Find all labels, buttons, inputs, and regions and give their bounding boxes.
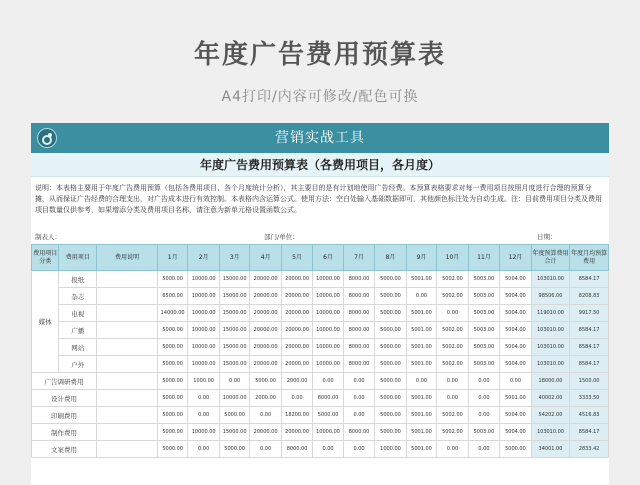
month-cell[interactable]: 5000.00: [375, 339, 406, 356]
avg-cell[interactable]: 8584.17: [570, 424, 609, 441]
month-cell[interactable]: 8000.00: [343, 271, 374, 288]
avg-cell[interactable]: 4516.83: [570, 407, 609, 424]
month-cell[interactable]: 5002.00: [437, 424, 468, 441]
month-cell[interactable]: 20000.00: [250, 424, 281, 441]
month-cell[interactable]: 5000.00: [219, 407, 249, 424]
month-cell[interactable]: 15000.00: [219, 288, 249, 305]
table-row: [32, 424, 609, 441]
banner-text: 营销实战工具: [275, 130, 365, 146]
month-cell[interactable]: 5001.00: [406, 339, 436, 356]
month-cell[interactable]: 5004.00: [500, 322, 531, 339]
table-row: [32, 390, 609, 407]
month-cell[interactable]: 8000.00: [343, 305, 374, 322]
month-cell[interactable]: 10000.00: [188, 288, 219, 305]
month-cell[interactable]: 10000.00: [219, 390, 249, 407]
header-cell: 1月: [157, 245, 187, 271]
desc-cell[interactable]: [97, 373, 158, 390]
total-cell[interactable]: 103010.00: [531, 339, 570, 356]
month-cell[interactable]: 5002.00: [437, 271, 468, 288]
month-cell[interactable]: 5004.00: [500, 288, 531, 305]
header-cell: 年度预算费用合计: [531, 245, 570, 271]
month-cell[interactable]: 5000.00: [375, 424, 406, 441]
category-cell[interactable]: 广告调研费用: [32, 373, 97, 390]
month-cell[interactable]: 5000.00: [375, 322, 406, 339]
total-cell[interactable]: 103010.00: [531, 271, 570, 288]
table-row: [32, 356, 609, 373]
month-cell[interactable]: 5002.00: [437, 356, 468, 373]
item-cell[interactable]: 电视: [59, 305, 97, 322]
avg-cell[interactable]: 8208.83: [570, 288, 609, 305]
month-cell[interactable]: 0.00: [468, 441, 499, 458]
month-cell[interactable]: 2000.00: [250, 390, 281, 407]
month-cell[interactable]: 5000.00: [157, 322, 187, 339]
dept-label: 部门/单位：: [264, 233, 299, 241]
month-cell[interactable]: 0.00: [468, 390, 499, 407]
desc-cell[interactable]: [97, 305, 158, 322]
month-cell[interactable]: 20000.00: [250, 356, 281, 373]
header-cell: 10月: [437, 245, 468, 271]
avg-cell[interactable]: 8584.17: [570, 322, 609, 339]
month-cell[interactable]: 5002.00: [437, 288, 468, 305]
table-row: [32, 407, 609, 424]
month-cell[interactable]: 5004.00: [500, 424, 531, 441]
category-cell[interactable]: 媒体: [32, 271, 59, 373]
total-cell[interactable]: 40002.00: [531, 390, 570, 407]
category-cell[interactable]: 设计费用: [32, 390, 97, 407]
month-cell[interactable]: 5001.00: [406, 390, 436, 407]
month-cell[interactable]: 0.00: [437, 390, 468, 407]
month-cell[interactable]: 5001.00: [406, 356, 436, 373]
desc-cell[interactable]: [97, 322, 158, 339]
header-cell: 年度月均预算费用: [570, 245, 609, 271]
month-cell[interactable]: 5000.00: [157, 390, 187, 407]
maker-label: 制表人：: [35, 233, 61, 241]
month-cell[interactable]: 5000.00: [375, 373, 406, 390]
month-cell[interactable]: 0.00: [313, 373, 343, 390]
month-cell[interactable]: 18200.00: [281, 407, 312, 424]
table-row: [32, 441, 609, 458]
month-cell[interactable]: 0.00: [343, 441, 374, 458]
month-cell[interactable]: 20000.00: [281, 322, 312, 339]
month-cell[interactable]: 0.00: [219, 373, 249, 390]
month-cell[interactable]: 5003.00: [468, 339, 499, 356]
month-cell[interactable]: 0.00: [468, 407, 499, 424]
month-cell[interactable]: 0.00: [468, 373, 499, 390]
month-cell[interactable]: 20000.00: [250, 339, 281, 356]
month-cell[interactable]: 5003.00: [468, 322, 499, 339]
month-cell[interactable]: 10000.00: [313, 271, 343, 288]
month-cell[interactable]: 5000.00: [157, 424, 187, 441]
header-cell: 2月: [188, 245, 219, 271]
month-cell[interactable]: 5000.00: [157, 373, 187, 390]
header-cell: 11月: [468, 245, 499, 271]
month-cell[interactable]: 20000.00: [250, 322, 281, 339]
avg-cell[interactable]: 8584.17: [570, 339, 609, 356]
month-cell[interactable]: 5003.00: [468, 288, 499, 305]
doc-title-bar: [31, 153, 609, 177]
total-cell[interactable]: 103010.00: [531, 356, 570, 373]
month-cell[interactable]: 5001.00: [406, 424, 436, 441]
total-cell[interactable]: 98506.00: [531, 288, 570, 305]
total-cell[interactable]: 18000.00: [531, 373, 570, 390]
month-cell[interactable]: 10000.00: [313, 356, 343, 373]
month-cell[interactable]: 8000.00: [343, 339, 374, 356]
meta-row: [31, 230, 609, 244]
month-cell[interactable]: 0.00: [343, 373, 374, 390]
month-cell[interactable]: 5001.00: [406, 441, 436, 458]
month-cell[interactable]: 5001.00: [406, 322, 436, 339]
desc-cell[interactable]: [97, 407, 158, 424]
avg-cell[interactable]: 9917.50: [570, 305, 609, 322]
month-cell[interactable]: 10000.00: [313, 288, 343, 305]
total-cell[interactable]: 34001.00: [531, 441, 570, 458]
month-cell[interactable]: 14000.00: [157, 305, 187, 322]
month-cell[interactable]: 5000.00: [157, 339, 187, 356]
month-cell[interactable]: 5001.00: [406, 407, 436, 424]
header-cell: 9月: [406, 245, 436, 271]
month-cell[interactable]: 5003.00: [468, 424, 499, 441]
month-cell[interactable]: 5000.00: [375, 288, 406, 305]
month-cell[interactable]: 10000.00: [188, 322, 219, 339]
month-cell[interactable]: 8000.00: [343, 356, 374, 373]
table-body: [32, 271, 609, 458]
month-cell[interactable]: 0.00: [188, 407, 219, 424]
desc-cell[interactable]: [97, 356, 158, 373]
category-cell[interactable]: 制作费用: [32, 424, 97, 441]
desc-cell[interactable]: [97, 271, 158, 288]
month-cell[interactable]: 5000.00: [375, 356, 406, 373]
header-cell: 6月: [313, 245, 343, 271]
month-cell[interactable]: 0.00: [500, 373, 531, 390]
month-cell[interactable]: 0.00: [437, 373, 468, 390]
avg-cell[interactable]: 8584.17: [570, 356, 609, 373]
month-cell[interactable]: 0.00: [406, 288, 436, 305]
month-cell[interactable]: 10000.00: [188, 271, 219, 288]
header-cell: 3月: [219, 245, 249, 271]
item-cell[interactable]: 广播: [59, 322, 97, 339]
month-cell[interactable]: 15000.00: [219, 356, 249, 373]
month-cell[interactable]: 15000.00: [219, 424, 249, 441]
month-cell[interactable]: 5003.00: [468, 356, 499, 373]
date-label: 日期：: [537, 233, 557, 241]
month-cell[interactable]: 0.00: [250, 441, 281, 458]
month-cell[interactable]: 5003.00: [468, 271, 499, 288]
month-cell[interactable]: 5001.00: [406, 305, 436, 322]
page-title: 年度广告费用预算表: [193, 40, 446, 70]
budget-table: [31, 244, 609, 458]
month-cell[interactable]: 0.00: [188, 390, 219, 407]
month-cell[interactable]: 10000.00: [313, 322, 343, 339]
month-cell[interactable]: 10000.00: [313, 339, 343, 356]
desc-cell[interactable]: [97, 339, 158, 356]
total-cell[interactable]: 54202.00: [531, 407, 570, 424]
table-header-row: [32, 245, 609, 271]
month-cell[interactable]: 5002.00: [437, 339, 468, 356]
month-cell[interactable]: 15000.00: [219, 271, 249, 288]
avg-cell[interactable]: 1500.00: [570, 373, 609, 390]
month-cell[interactable]: 20000.00: [250, 271, 281, 288]
month-cell[interactable]: 8000.00: [281, 441, 312, 458]
month-cell[interactable]: 5000.00: [250, 373, 281, 390]
month-cell[interactable]: 0.00: [437, 305, 468, 322]
month-cell[interactable]: 5000.00: [219, 441, 249, 458]
month-cell[interactable]: 5004.00: [500, 356, 531, 373]
table-row: [32, 271, 609, 288]
header-cell: 5月: [281, 245, 312, 271]
item-cell[interactable]: 网站: [59, 339, 97, 356]
month-cell[interactable]: 20000.00: [250, 288, 281, 305]
desc-cell[interactable]: [97, 441, 158, 458]
month-cell[interactable]: 5000.00: [375, 305, 406, 322]
month-cell[interactable]: 10000.00: [188, 424, 219, 441]
month-cell[interactable]: 15000.00: [219, 339, 249, 356]
month-cell[interactable]: 0.00: [250, 407, 281, 424]
month-cell[interactable]: 10000.00: [188, 356, 219, 373]
total-cell[interactable]: 119010.00: [531, 305, 570, 322]
month-cell[interactable]: 5000.00: [500, 441, 531, 458]
month-cell[interactable]: 5001.00: [500, 390, 531, 407]
month-cell[interactable]: 20000.00: [250, 305, 281, 322]
desc-cell[interactable]: [97, 390, 158, 407]
item-cell[interactable]: 杂志: [59, 288, 97, 305]
month-cell[interactable]: 0.00: [343, 390, 374, 407]
month-cell[interactable]: 20000.00: [281, 339, 312, 356]
month-cell[interactable]: 5000.00: [375, 271, 406, 288]
month-cell[interactable]: 0.00: [437, 441, 468, 458]
desc-cell[interactable]: [97, 424, 158, 441]
instructions-note: 说明：本表格主要用于年度广告费用预算（包括各费用项目、各个月度统计分析），其主要目的是有计划地使用广告经费。本预算表格要求对每一费用项目按照月度进行合理的预算分摊，从而保证广告经费的合理支出，对广告成本进行有效控制。本表格内含运算公式。使用方法：空白处输入基础数据即可，其他颜色标注处为自动生成。注：目前费用项目分类及费用项目数量仅供参考，如果增添分类及费用项目名称，请注意为新单元格设置函数公式。: [35, 184, 602, 214]
month-cell[interactable]: 10000.00: [188, 305, 219, 322]
header-cell: 4月: [250, 245, 281, 271]
month-cell[interactable]: 8000.00: [313, 390, 343, 407]
month-cell[interactable]: 5003.00: [468, 305, 499, 322]
month-cell[interactable]: 0.00: [406, 373, 436, 390]
month-cell[interactable]: 5000.00: [157, 407, 187, 424]
month-cell[interactable]: 5004.00: [500, 407, 531, 424]
month-cell[interactable]: 5004.00: [500, 271, 531, 288]
header-cell: 7月: [343, 245, 374, 271]
month-cell[interactable]: 1000.00: [188, 373, 219, 390]
month-cell[interactable]: 2000.00: [281, 373, 312, 390]
month-cell[interactable]: 15000.00: [219, 322, 249, 339]
doc-title: 年度广告费用预算表（各费用项目，各月度）: [199, 158, 440, 172]
desc-cell[interactable]: [97, 288, 158, 305]
month-cell[interactable]: 5001.00: [406, 271, 436, 288]
table-row: [32, 305, 609, 322]
month-cell[interactable]: 1000.00: [375, 441, 406, 458]
table-row: [32, 322, 609, 339]
month-cell[interactable]: 5004.00: [500, 305, 531, 322]
header-cell: 费用项目: [59, 245, 97, 271]
month-cell[interactable]: 0.00: [188, 441, 219, 458]
table-row: [32, 339, 609, 356]
month-cell[interactable]: 0.00: [343, 407, 374, 424]
month-cell[interactable]: 5002.00: [437, 322, 468, 339]
month-cell[interactable]: 20000.00: [281, 305, 312, 322]
document-sheet: [31, 123, 609, 485]
table-row: [32, 373, 609, 390]
header-cell: 8月: [375, 245, 406, 271]
category-cell[interactable]: 印刷费用: [32, 407, 97, 424]
month-cell[interactable]: 15000.00: [219, 305, 249, 322]
avg-cell[interactable]: 2833.42: [570, 441, 609, 458]
banner: [31, 123, 609, 153]
avg-cell[interactable]: 8584.17: [570, 271, 609, 288]
header-cell: 费用项目分类: [32, 245, 59, 271]
page-subtitle: A4打印/内容可修改/配色可换: [221, 89, 419, 105]
table-row: [32, 288, 609, 305]
month-cell[interactable]: 5000.00: [375, 407, 406, 424]
month-cell[interactable]: 5000.00: [157, 271, 187, 288]
item-cell[interactable]: 户外: [59, 356, 97, 373]
total-cell[interactable]: 103010.00: [531, 424, 570, 441]
month-cell[interactable]: 5002.00: [437, 407, 468, 424]
month-cell[interactable]: 5000.00: [157, 356, 187, 373]
header-cell: 12月: [500, 245, 531, 271]
month-cell[interactable]: 10000.00: [313, 305, 343, 322]
month-cell[interactable]: 5000.00: [375, 390, 406, 407]
month-cell[interactable]: 5000.00: [157, 441, 187, 458]
month-cell[interactable]: 5000.00: [313, 407, 343, 424]
month-cell[interactable]: 8000.00: [343, 424, 374, 441]
category-cell[interactable]: 文案费用: [32, 441, 97, 458]
month-cell[interactable]: 20000.00: [281, 271, 312, 288]
month-cell[interactable]: 20000.00: [281, 288, 312, 305]
month-cell[interactable]: 10000.00: [313, 424, 343, 441]
month-cell[interactable]: 10000.00: [188, 339, 219, 356]
item-cell[interactable]: 报纸: [59, 271, 97, 288]
month-cell[interactable]: 20000.00: [281, 356, 312, 373]
month-cell[interactable]: 8000.00: [343, 322, 374, 339]
header-cell: 费用说明: [97, 245, 158, 271]
month-cell[interactable]: 8000.00: [343, 288, 374, 305]
month-cell[interactable]: 6500.00: [157, 288, 187, 305]
month-cell[interactable]: 0.00: [313, 441, 343, 458]
month-cell[interactable]: 5004.00: [500, 339, 531, 356]
total-cell[interactable]: 103010.00: [531, 322, 570, 339]
month-cell[interactable]: 0.00: [281, 390, 312, 407]
month-cell[interactable]: 20000.00: [281, 424, 312, 441]
avg-cell[interactable]: 3333.50: [570, 390, 609, 407]
